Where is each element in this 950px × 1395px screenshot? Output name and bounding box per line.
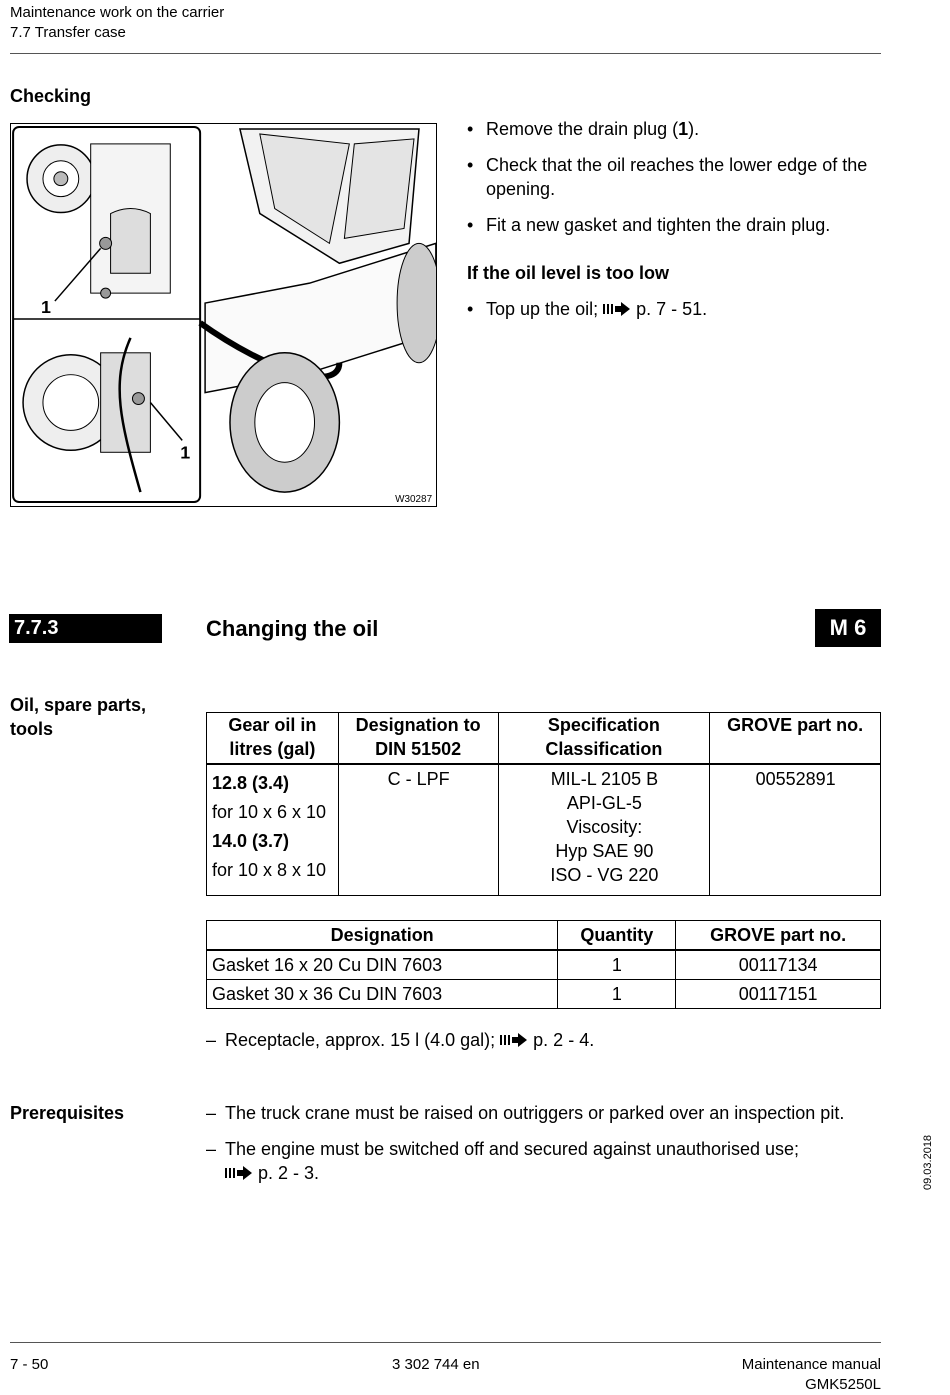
header-grove-part-no: GROVE part no.: [676, 921, 881, 951]
parts-table-header-row: [207, 921, 881, 951]
instruction-top-up: • Top up the oil; p. 7 - 51.: [467, 297, 887, 321]
oil-spec-table: [206, 712, 881, 896]
cross-reference-link[interactable]: p. 2 - 4.: [533, 1030, 595, 1050]
manual-title: Maintenance manual GMK5250L: [741, 1356, 881, 1393]
cross-reference-link[interactable]: p. 2 - 3.: [258, 1163, 320, 1183]
instruction-remove-plug: • Remove the drain plug (1).: [467, 117, 887, 141]
maintenance-interval-badge: M 6: [815, 609, 881, 647]
prerequisite-raised: – The truck crane must be raised on outriggers or parked over an inspection pit.: [206, 1101, 886, 1125]
page-number: 7 - 50: [10, 1356, 49, 1373]
cross-reference-arrow-icon: [603, 302, 631, 316]
callout-1-bottom: 1: [180, 442, 191, 463]
instruction-fit-gasket: • Fit a new gasket and tighten the drain plug.: [467, 213, 887, 237]
header-din-designation: Designation to DIN 51502: [338, 713, 498, 765]
checking-heading: Checking: [10, 86, 92, 106]
specification-cell: MIL-L 2105 B API-GL-5 Viscosity: Hyp SAE 90 ISO - VG 220: [498, 764, 710, 896]
section-title: Changing the oil: [206, 616, 379, 641]
prerequisites-label: Prerequisites: [10, 1103, 125, 1123]
header-part-no: GROVE part no.: [710, 713, 881, 765]
header-quantity: Quantity: [558, 921, 676, 951]
oil-table-header-row: [207, 713, 881, 765]
transfer-case-illustration: [10, 123, 437, 507]
header-chapter: Maintenance work on the carrier: [10, 4, 225, 21]
receptacle-note: – Receptacle, approx. 15 l (4.0 gal); p. 2 - 4.: [206, 1028, 886, 1064]
prerequisites-list: [206, 1101, 886, 1197]
din-designation-cell: C - LPF: [338, 764, 498, 896]
revision-date: 09.03.2018: [922, 1134, 934, 1190]
low-oil-subheading: If the oil level is too low: [467, 263, 670, 283]
header-section: 7.7 Transfer case: [10, 24, 126, 41]
header-rule: [10, 53, 881, 54]
table-row: Gasket 16 x 20 Cu DIN 7603 1 00117134: [207, 950, 881, 980]
checking-instructions: [467, 117, 887, 333]
header-specification: Specification Classification: [498, 713, 710, 765]
cross-reference-link[interactable]: p. 7 - 51.: [636, 299, 708, 319]
document-number: 3 302 744 en: [392, 1356, 480, 1373]
table-row: Gasket 30 x 36 Cu DIN 7603 1 00117151: [207, 980, 881, 1009]
running-header: [10, 3, 224, 43]
oil-part-no-cell: 00552891: [710, 764, 881, 896]
prerequisite-engine-off: – The engine must be switched off and secured against unauthorised use; p. 2 - 3.: [206, 1137, 886, 1185]
callout-1-top: 1: [40, 297, 51, 318]
header-gear-oil: Gear oil in litres (gal): [207, 713, 339, 765]
oil-quantity-cell: 12.8 (3.4) for 10 x 6 x 10 14.0 (3.7) for 10 x 8 x 10: [207, 764, 339, 896]
figure-code: W30287: [395, 494, 433, 506]
cross-reference-arrow-icon: [225, 1166, 253, 1180]
section-number: 7.7.3: [9, 614, 162, 643]
header-designation: Designation: [207, 921, 558, 951]
oil-table-row: [207, 764, 881, 896]
instruction-check-level: • Check that the oil reaches the lower edge of the opening.: [467, 153, 887, 201]
footer-rule: [10, 1342, 881, 1343]
cross-reference-arrow-icon: [500, 1033, 528, 1047]
oil-parts-label: Oil, spare parts, tools: [10, 695, 147, 739]
spare-parts-table: [206, 920, 881, 1009]
